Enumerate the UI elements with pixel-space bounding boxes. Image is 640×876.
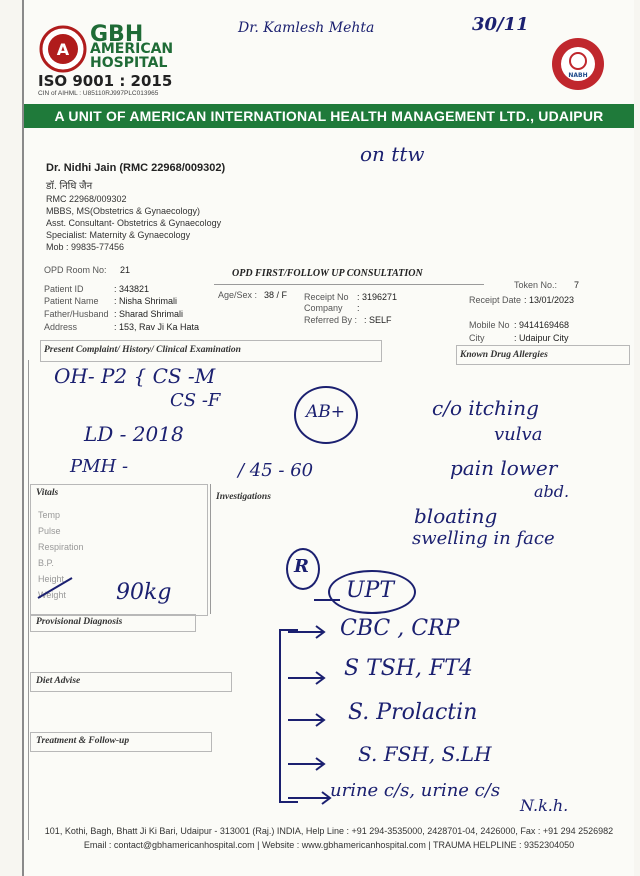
vital-weight: Weight	[38, 590, 66, 600]
address-label: Address	[44, 322, 78, 332]
doctor-name-hindi: डॉ. निधि जैन	[46, 181, 93, 192]
vitals-heading: Vitals	[36, 488, 59, 498]
age-sex-value: 38 / F	[264, 290, 288, 300]
receipt-no-value: : 3196271	[357, 292, 398, 302]
diet-heading: Diet Advise	[36, 676, 81, 686]
company-label: Company	[304, 303, 343, 313]
mobile-value: : 9414169468	[514, 320, 570, 330]
weight-tick-icon	[36, 576, 76, 600]
hw-weight: 90kg	[116, 580, 172, 605]
nabh-seal-icon	[550, 36, 606, 92]
receipt-no-label: Receipt No	[304, 292, 349, 302]
vital-temp: Temp	[38, 510, 61, 520]
address-value: : 153, Rav Ji Ka Hata	[114, 322, 200, 332]
hw-complaint-6: swelling in face	[412, 528, 555, 549]
cin-text: CIN of AIHML : U85110RJ997PLC013965	[38, 90, 159, 97]
hw-complaint-3: pain lower	[450, 456, 558, 480]
handwritten-date: 30/11	[472, 14, 529, 35]
vital-bp: B.P.	[38, 558, 54, 568]
logo-line1: AMERICAN	[90, 41, 174, 57]
hw-complaint-5: bloating	[414, 504, 498, 528]
vital-respiration: Respiration	[38, 542, 84, 552]
gbh-logo-icon	[38, 24, 88, 74]
hw-test-cbc: CBC , CRP	[340, 616, 460, 641]
logo-line2: HOSPITAL	[90, 55, 168, 71]
hw-pmh: PMH -	[70, 456, 129, 477]
doctor-mobile: Mob : 99835-77456	[46, 242, 125, 252]
hw-oh: OH- P2 { CS -M	[54, 364, 216, 388]
hw-rx: R	[294, 556, 309, 577]
iso-label: ISO 9001 : 2015	[38, 72, 173, 90]
mobile-label: Mobile No	[469, 320, 510, 330]
patient-name-label: Patient Name	[44, 296, 99, 306]
title-underline	[214, 284, 484, 285]
hw-oh2: CS -F	[170, 390, 221, 411]
prescription-page	[22, 0, 634, 876]
father-label: Father/Husband	[44, 309, 109, 319]
allergies-heading: Known Drug Allergies	[460, 350, 548, 360]
hw-blood-group: AB+	[306, 402, 346, 422]
hw-complaint-1: c/o itching	[432, 396, 539, 420]
doctor-name: Dr. Nidhi Jain (RMC 22968/009302)	[46, 162, 226, 174]
hw-test-tsh: S TSH, FT4	[344, 656, 473, 681]
patient-name-value: : Nisha Shrimali	[114, 296, 178, 306]
handwritten-note: on ttw	[360, 142, 425, 166]
footer-contact: Email : contact@gbhamericanhospital.com | Website : www.gbhamericanhospital.com | TRAUMA HELPLINE : 9352304050	[83, 840, 575, 850]
receipt-date-value: : 13/01/2023	[524, 295, 575, 305]
opd-room-value: 21	[120, 265, 131, 275]
svg-text:A: A	[56, 40, 70, 59]
token-label: Token No.:	[514, 280, 558, 290]
investigation-divider	[210, 484, 211, 614]
father-value: : Sharad Shrimali	[114, 309, 184, 319]
logo-brand: GBH	[90, 22, 144, 47]
doctor-rmc: RMC 22968/009302	[46, 194, 127, 204]
hw-ld: LD - 2018	[84, 422, 184, 446]
receipt-date-label: Receipt Date	[469, 295, 522, 305]
hw-complaint-4: abd.	[534, 482, 570, 501]
provisional-heading: Provisional Diagnosis	[36, 617, 123, 627]
doctor-degree: MBBS, MS(Obstetrics & Gynaecology)	[46, 206, 201, 216]
complaint-heading: Present Complaint/ History/ Clinical Examination	[44, 345, 241, 355]
consult-title: OPD FIRST/FOLLOW UP CONSULTATION	[232, 268, 423, 279]
investigations-heading: Investigations	[216, 492, 271, 502]
doctor-position: Asst. Consultant- Obstetrics & Gynaecology	[46, 218, 222, 228]
hw-test-upt: UPT	[346, 578, 395, 603]
hw-test-prolactin: S. Prolactin	[348, 700, 478, 725]
hw-complaint-2: vulva	[494, 424, 543, 445]
footer-address: 101, Kothi, Bagh, Bhatt Ji Ki Bari, Udaipur - 313001 (Raj.) INDIA, Help Line : +91 294-3535000, 2428701-04, 2426000, Fax : +91 294 2526982	[44, 826, 614, 836]
patient-id-value: : 343821	[114, 284, 150, 294]
handwritten-name: Dr. Kamlesh Mehta	[238, 20, 375, 36]
city-value: : Udaipur City	[514, 333, 569, 343]
nabh-text: NABH	[568, 72, 588, 79]
city-label: City	[469, 333, 485, 343]
hw-test-urine: urine c/s, urine c/s	[330, 780, 501, 801]
patient-id-label: Patient ID	[44, 284, 84, 294]
hw-test-extra: N.k.h.	[520, 796, 569, 815]
hw-cycle: / 45 - 60	[238, 460, 314, 481]
token-value: 7	[574, 280, 580, 290]
vital-pulse: Pulse	[38, 526, 61, 536]
referred-label: Referred By :	[304, 315, 358, 325]
referred-value: : SELF	[364, 315, 392, 325]
treatment-heading: Treatment & Follow-up	[36, 736, 130, 746]
age-sex-label: Age/Sex :	[218, 290, 258, 300]
company-value: :	[357, 303, 360, 313]
vital-height: Height	[38, 574, 65, 584]
doctor-specialist: Specialist: Maternity & Gynaecology	[46, 230, 191, 240]
hw-test-fsh: S. FSH, S.LH	[358, 742, 492, 766]
opd-room-label: OPD Room No:	[44, 265, 107, 275]
header-banner: A UNIT OF AMERICAN INTERNATIONAL HEALTH MANAGEMENT LTD., UDAIPUR	[24, 104, 634, 128]
left-rule	[28, 360, 29, 840]
